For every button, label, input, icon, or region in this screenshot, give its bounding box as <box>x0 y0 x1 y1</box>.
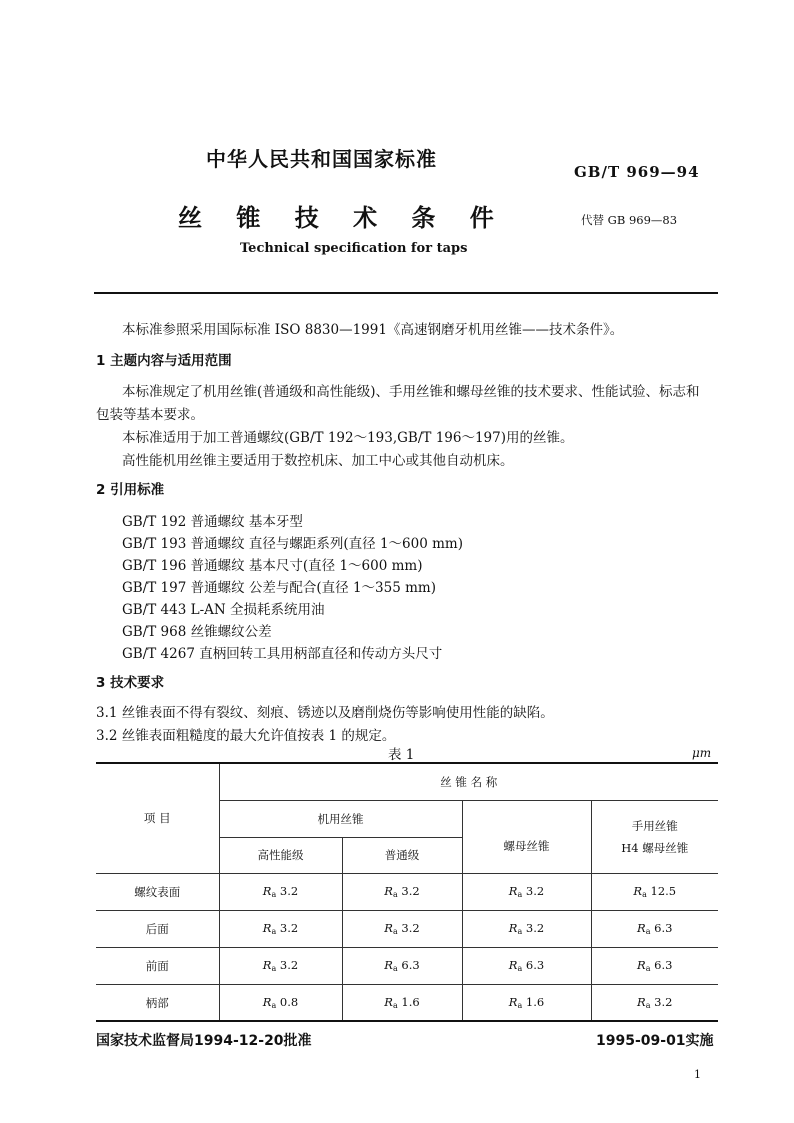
table-caption: 表 1 <box>388 747 415 763</box>
intro-paragraph: 本标准参照采用国际标准 ISO 8830—1991《高速钢磨牙机用丝锥——技术条件》。 <box>122 322 624 338</box>
reference-item: GB/T 196 普通螺纹 基本尺寸(直径 1～600 mm) <box>122 558 423 574</box>
cell-hand-tap: $R_a$ 6.3 <box>637 921 673 936</box>
table-header-nut-tap: 螺母丝锥 <box>462 800 591 873</box>
section-1-heading: 1 主题内容与适用范围 <box>96 353 232 369</box>
page-number: 1 <box>694 1068 701 1081</box>
reference-item: GB/T 4267 直柄回转工具用柄部直径和传动方头尺寸 <box>122 646 443 662</box>
cell-high-grade: $R_a$ 3.2 <box>219 910 342 947</box>
clause-3-1: 3.1 丝锥表面不得有裂纹、刻痕、锈迹以及磨削烧伤等影响使用性能的缺陷。 <box>96 705 554 721</box>
national-standard-title: 中华人民共和国国家标准 <box>206 147 437 171</box>
reference-item: GB/T 197 普通螺纹 公差与配合(直径 1～355 mm) <box>122 580 436 596</box>
table-header-item: 项 目 <box>96 763 219 873</box>
row-item: 前面 <box>96 947 219 984</box>
section-1-paragraph-1a: 本标准规定了机用丝锥(普通级和高性能级)、手用丝锥和螺母丝锥的技术要求、性能试验、标志和 <box>122 384 700 400</box>
table-unit: μm <box>692 746 712 760</box>
cell-normal-grade: $R_a$ 6.3 <box>342 947 462 984</box>
table-header-machine-tap: 机用丝锥 <box>219 800 462 837</box>
cell-hand-tap: $R_a$ 3.2 <box>637 995 673 1011</box>
standard-code: GB/T 969—94 <box>574 163 700 181</box>
reference-item: GB/T 443 L-AN 全损耗系统用油 <box>122 602 325 618</box>
cell-high-grade: $R_a$ 3.2 <box>219 947 342 984</box>
section-2-heading: 2 引用标准 <box>96 482 165 498</box>
cell-hand-tap: $R_a$ 12.5 <box>633 884 677 899</box>
cell-nut-tap: $R_a$ 6.3 <box>462 947 591 984</box>
section-1-paragraph-2: 本标准适用于加工普通螺纹(GB/T 192～193,GB/T 196～197)用的丝锥。 <box>122 430 574 446</box>
section-3-heading: 3 技术要求 <box>96 675 165 691</box>
section-1-paragraph-3: 高性能机用丝锥主要适用于数控机床、加工中心或其他自动机床。 <box>122 453 514 469</box>
table-row <box>96 910 718 947</box>
row-item: 螺纹表面 <box>96 873 219 910</box>
document-title: 丝 锥 技 术 条 件 <box>178 204 494 232</box>
table-row <box>96 947 718 984</box>
roughness-table <box>96 762 718 1021</box>
row-item: 后面 <box>96 910 219 947</box>
cell-high-grade: $R_a$ 3.2 <box>219 873 342 910</box>
clause-3-2: 3.2 丝锥表面粗糙度的最大允许值按表 1 的规定。 <box>96 728 396 744</box>
cell-nut-tap: $R_a$ 1.6 <box>462 984 591 1021</box>
english-title: Technical specification for taps <box>240 241 468 256</box>
cell-normal-grade: $R_a$ 3.2 <box>342 910 462 947</box>
cell-hand-tap: $R_a$ 6.3 <box>637 958 673 973</box>
reference-item: GB/T 193 普通螺纹 直径与螺距系列(直径 1～600 mm) <box>122 536 463 552</box>
table-header-hand-tap: 手用丝锥 H4 螺母丝锥 <box>621 818 689 855</box>
section-1-paragraph-1b: 包装等基本要求。 <box>96 407 204 423</box>
cell-normal-grade: $R_a$ 1.6 <box>342 984 462 1021</box>
approval-note: 国家技术监督局1994-12-20批准 <box>96 1033 312 1049</box>
table-row <box>96 873 718 910</box>
table-header-normal-grade: 普通级 <box>342 837 462 873</box>
cell-normal-grade: $R_a$ 3.2 <box>342 873 462 910</box>
header-rule <box>94 292 718 294</box>
cell-nut-tap: $R_a$ 3.2 <box>462 873 591 910</box>
table-header-high-grade: 高性能级 <box>219 837 342 873</box>
row-item: 柄部 <box>96 984 219 1021</box>
reference-item: GB/T 968 丝锥螺纹公差 <box>122 624 272 640</box>
cell-nut-tap: $R_a$ 3.2 <box>462 910 591 947</box>
table-row <box>96 984 718 1021</box>
effective-date: 1995-09-01实施 <box>596 1033 714 1049</box>
cell-high-grade: $R_a$ 0.8 <box>219 984 342 1021</box>
reference-item: GB/T 192 普通螺纹 基本牙型 <box>122 514 303 530</box>
table-header-tap-name: 丝 锥 名 称 <box>219 763 718 800</box>
replaces-note: 代替 GB 969—83 <box>581 213 678 227</box>
table-bottom-rule <box>96 1020 718 1022</box>
